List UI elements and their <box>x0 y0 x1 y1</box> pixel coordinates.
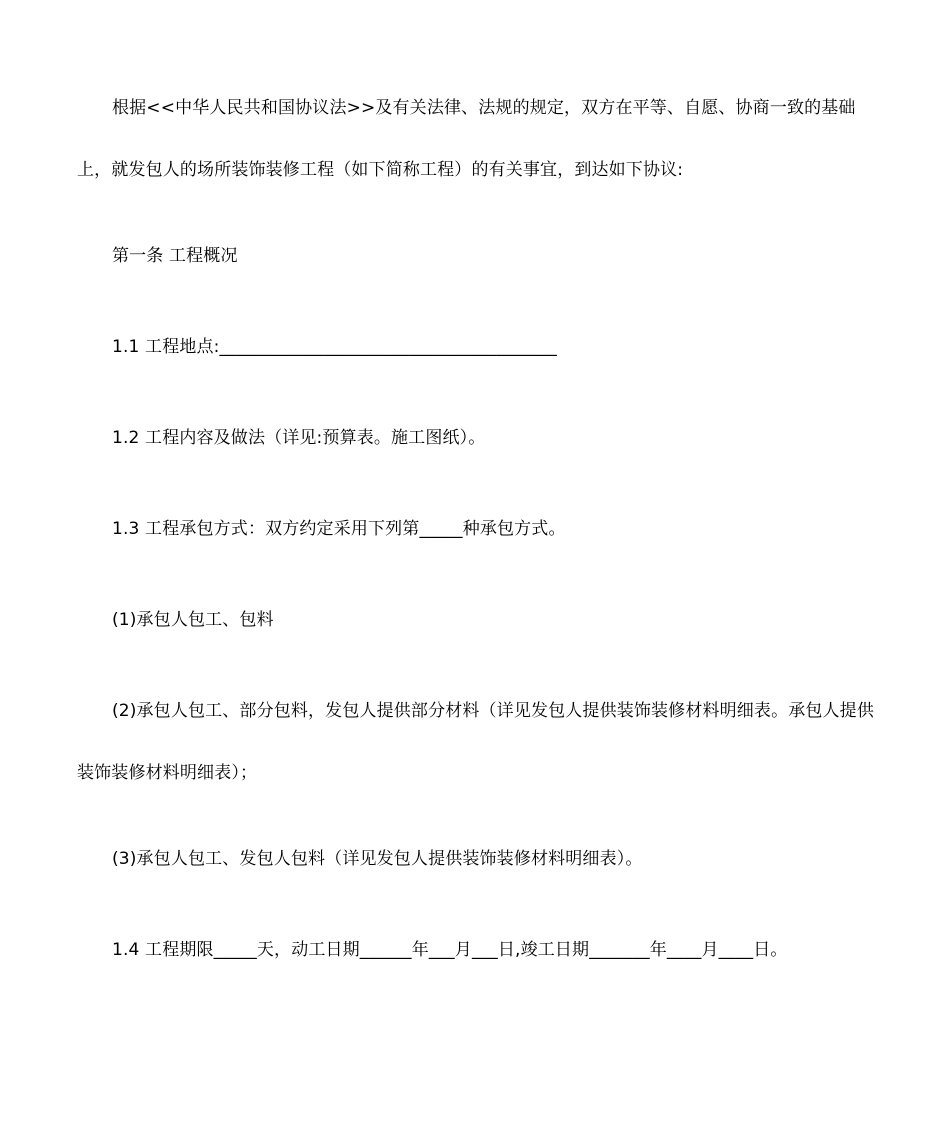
clause-1-4-duration: 1.4 工程期限_____天，动工日期______年___月___日,竣工日期_______年____月____日。 <box>112 940 788 960</box>
clause-1-1-location: 1.1 工程地点:_______________________________________ <box>112 337 557 357</box>
option-3-paragraph: (3)承包人包工、发包人包料（详见发包人提供装饰装修材料明细表）。 <box>112 849 643 869</box>
option-1-paragraph: (1)承包人包工、包料 <box>112 610 274 630</box>
option-2-paragraph: (2)承包人包工、部分包料，发包人提供部分材料（详见发包人提供装饰装修材料明细表。承包人提供装饰装修材料明细表）； <box>77 701 874 783</box>
article-heading: 第一条 工程概况 <box>112 246 238 266</box>
clause-1-2-content: 1.2 工程内容及做法（详见:预算表。施工图纸）。 <box>112 428 486 448</box>
clause-1-3-contract-method: 1.3 工程承包方式：双方约定采用下列第_____种承包方式。 <box>112 519 566 539</box>
preamble-paragraph: 根据<<中华人民共和国协议法>>及有关法律、法规的规定，双方在平等、自愿、协商一致的基础上，就发包人的场所装饰装修工程（如下简称工程）的有关事宜，到达如下协议: <box>77 98 856 180</box>
